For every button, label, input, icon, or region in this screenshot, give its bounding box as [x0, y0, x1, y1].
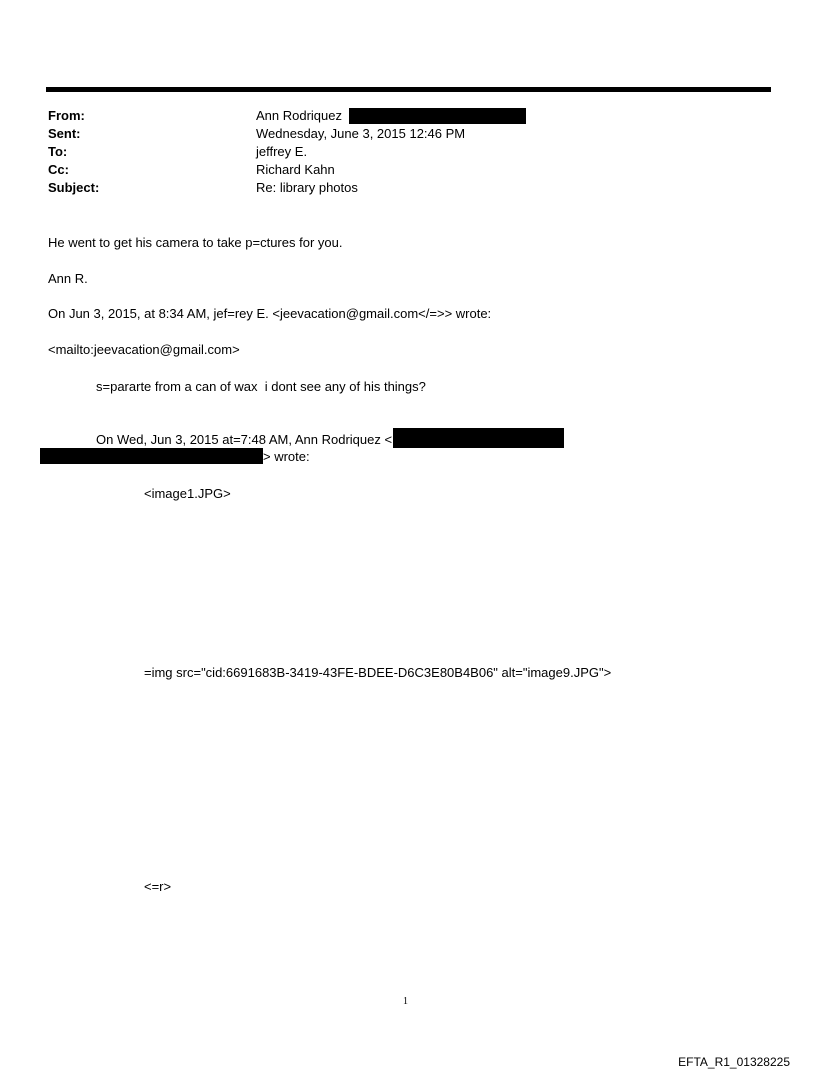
to-label: To: — [48, 144, 68, 159]
image-placeholder: <image1.JPG> — [144, 486, 231, 501]
mailto-line: <mailto:jeevacation@gmail.com> — [48, 342, 240, 357]
residual-markup: <=r> — [144, 879, 172, 894]
redaction-box — [349, 108, 526, 124]
body-line: He went to get his camera to take p=ctures for you. — [48, 235, 343, 250]
redaction-box — [40, 448, 263, 464]
redaction-box — [393, 428, 564, 448]
cc-value: Richard Kahn — [256, 162, 335, 177]
signature: Ann R. — [48, 271, 88, 286]
header-rule — [46, 87, 771, 92]
sent-label: Sent: — [48, 126, 81, 141]
subject-label: Subject: — [48, 180, 100, 195]
bates-number: EFTA_R1_01328225 — [678, 1055, 790, 1069]
subject-value: Re: library photos — [256, 180, 358, 195]
quote-header: On Jun 3, 2015, at 8:34 AM, jef=rey E. <jeevacation@gmail.com</=>> wrote: — [48, 306, 492, 321]
sent-value: Wednesday, June 3, 2015 12:46 PM — [256, 126, 466, 141]
page-number: 1 — [403, 996, 408, 1007]
image-tag-line: =img src="cid:6691683B-3419-43FE-BDEE-D6C3E80B4B06" alt="image9.JPG"> — [144, 665, 612, 680]
cc-label: Cc: — [48, 162, 69, 177]
nested-quote-header: On Wed, Jun 3, 2015 at=7:48 AM, Ann Rodriquez < — [96, 432, 393, 447]
quoted-body-line: s=pararte from a can of wax i dont see any of his things? — [96, 379, 426, 394]
to-value: jeffrey E. — [256, 144, 308, 159]
from-value: Ann Rodriquez — [256, 108, 342, 123]
from-label: From: — [48, 108, 85, 123]
nested-quote-wrote: > wrote: — [263, 449, 310, 464]
